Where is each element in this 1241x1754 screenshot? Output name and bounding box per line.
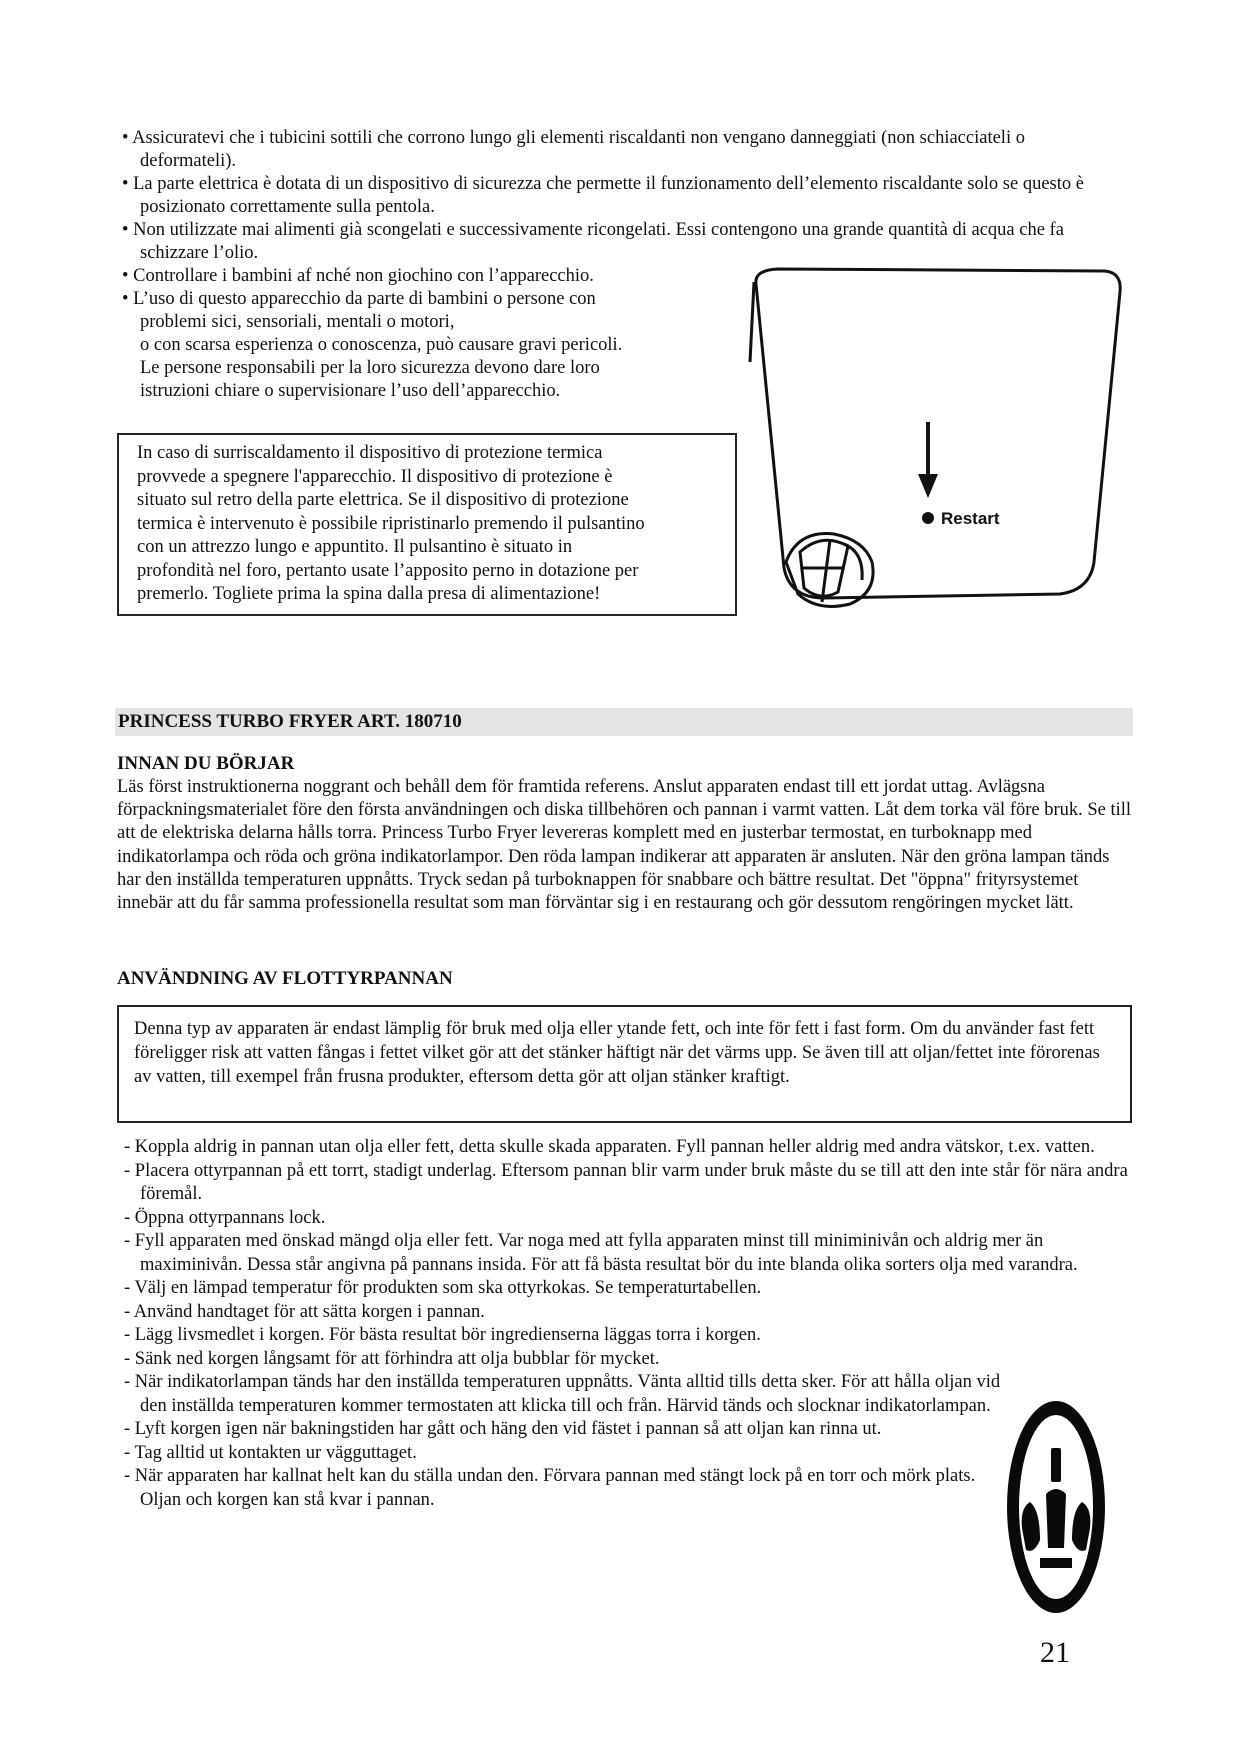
notice-line: profondità nel foro, pertanto usate l’apposito perno in dotazione per [137,560,639,581]
restart-button-illustration [738,262,1128,670]
bullet-continuation: o con scarsa esperienza o conoscenza, può causare gravi pericoli. [140,335,623,355]
turbo-symbol-icon [1004,1398,1108,1616]
section-title: PRINCESS TURBO FRYER ART. 180710 [115,708,1133,736]
bullet-item: • Assicuratevi che i tubicini sottili che corrono lungo gli elementi riscaldanti non vengano danneggiati (non schiacciateli o deformateli). [122,128,1025,171]
notice-line: In caso di surriscaldamento il dispositivo di protezione termica [137,443,603,463]
notice-line: provvede a spegnere l'apparecchio. Il dispositivo di protezione è [137,466,613,487]
fat-warning-text: Denna typ av apparaten är endast lämplig för bruk med olja eller ytande fett, och inte för fett i fast form. Om du använder fast fett föreligger risk att vatten fångas i fettet vilket gör att det stänker häftigt när det värms upp. Se även till att oljan/fettet inte förorenas av vatten, till exempel från frusna produkter, eftersom detta gör att oljan stänker kraftigt. [134,1019,1100,1087]
usage-heading: ANVÄNDNING AV FLOTTYRPANNAN [117,968,453,989]
page-number: 21 [1040,1636,1070,1669]
bullet-item: • La parte elettrica è dotata di un dispositivo di sicurezza che permette il funzionamento dell’elemento riscaldante solo se questo è posizionato correttamente sulla pentola. [122,174,1084,217]
bullet-item: • Controllare i bambini af nché non giochino con l’apparecchio. [122,266,594,286]
list-item: - Lyft korgen igen när bakningstiden har gått och häng den vid fästet i pannan så att oljan kan rinna ut. [124,1419,882,1439]
notice-line: termica è intervenuto è possibile ripristinarlo premendo il pulsantino [137,513,645,534]
list-item: - När indikatorlampan tänds har den inställda temperaturen uppnåtts. Vänta alltid tills detta sker. För att hålla oljan vid den inställda temperaturen kommer termostaten att klicka till och från. Härvid tänds och slocknar indikatorlampan. [124,1372,1001,1416]
notice-line: con un attrezzo lungo e appuntito. Il pulsantino è situato in [137,537,573,557]
list-item: - Sänk ned korgen långsamt för att förhindra att olja bubblar för mycket. [124,1348,660,1369]
list-item: - Placera ottyrpannan på ett torrt, stadigt underlag. Eftersom pannan blir varm under bruk måste du se till att den inte står för nära andra föremål. [124,1160,1128,1204]
restart-dot-icon [922,512,934,524]
list-item: - Använd handtaget för att sätta korgen i pannan. [124,1301,485,1322]
restart-label: Restart [941,509,1000,528]
arrow-down-icon [918,474,938,498]
bullet-item: • L’uso di questo apparecchio da parte di bambini o persone con [122,289,596,309]
outline-edge [750,282,754,362]
intro-paragraph: Läs först instruktionerna noggrant och behåll dem för framtida referens. Anslut apparaten endast till ett jordat uttag. Avlägsna förpackningsmaterialet före den första användningen och diska tillbehören och pannan i varmt vatten. Låt dem torka väl före bruk. Se till att de elektriska delarna hålls torra. Princess Turbo Fryer levereras komplett med en justerbar termostat, en turboknapp med indikatorlampa och röda och gröna indikatorlampor. Den röda lampan indikerar att apparaten är ansluten. När den gröna lampan tänds har den inställda temperaturen uppnåtts. Tryck sedan på turboknappen för snabbare och bättre resultat. Det "öppna" frityrsystemet innebär att du får samma professionella resultat som man förväntar sig i en restaurang och gör dessutom rengöringen mycket lätt. [117,777,1132,914]
bullet-continuation: Le persone responsabili per la loro sicurezza devono dare loro [140,358,600,378]
thermal-protection-notice [117,433,737,616]
list-item: - Tag alltid ut kontakten ur vägguttaget. [124,1442,417,1463]
list-item: - Fyll apparaten med önskad mängd olja eller fett. Var noga med att fylla apparaten minst till miniminivån och aldrig mer än maximinivån. Dessa står angivna på pannans insida. För att få bästa resultat bör du inte blanda olika sorters olja med varandra. [124,1231,1078,1275]
list-item: - Välj en lämpad temperatur för produkten som ska ottyrkokas. Se temperaturtabellen. [124,1278,762,1298]
bullet-item: • Non utilizzate mai alimenti già scongelati e successivamente ricongelati. Essi contengono una grande quantità di acqua che fa schizzare l’olio. [122,220,1064,263]
list-item: - När apparaten har kallnat helt kan du ställa undan den. Förvara pannan med stängt lock på en torr och mörk plats. Oljan och korgen kan stå kvar i pannan. [124,1466,976,1510]
appliance-outline [756,269,1120,598]
list-item: - Lägg livsmedlet i korgen. För bästa resultat bör ingredienserna läggas torra i korgen. [124,1325,761,1345]
notice-line: situato sul retro della parte elettrica. Se il dispositivo di protezione [137,490,629,510]
notice-line: premerlo. Togliete prima la spina dalla presa di alimentazione! [137,584,601,604]
list-item: - Koppla aldrig in pannan utan olja eller fett, detta skulle skada apparaten. Fyll pannan heller aldrig med andra vätskor, t.ex. vatten. [124,1137,1095,1157]
fat-warning-box [117,1005,1132,1123]
usage-instructions-list [112,1136,1142,1512]
plug-socket-icon [786,534,873,607]
intro-heading: INNAN DU BÖRJAR [117,753,295,774]
bullet-continuation: problemi sici, sensoriali, mentali o motori, [140,312,455,332]
bullet-continuation: istruzioni chiare o supervisionare l’uso dell’apparecchio. [140,381,561,401]
list-item: - Öppna ottyrpannans lock. [124,1207,326,1228]
